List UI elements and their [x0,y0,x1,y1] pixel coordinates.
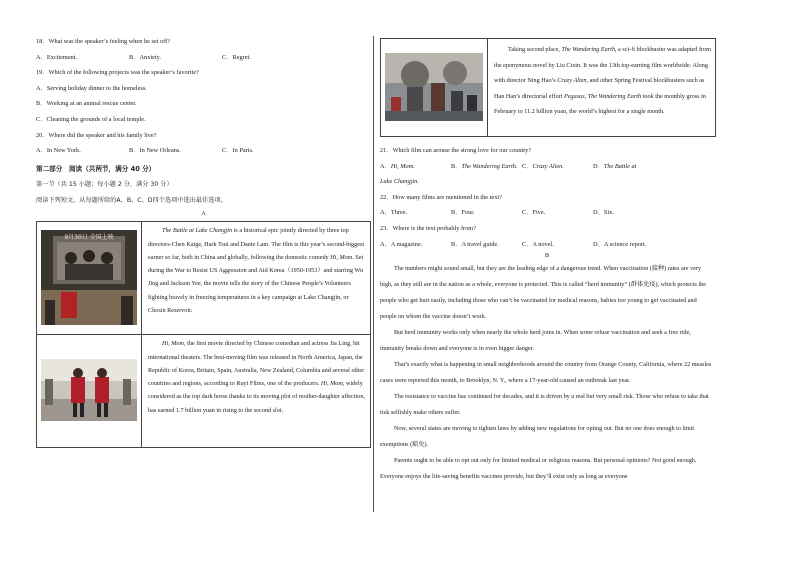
question-20: 20．Where did the speaker and his family live? [36,131,157,139]
passage-b-paragraph: That’s exactly what is happening in small neighborhoods around the country from Orange County, California, where 22 measles cases were reported this month, to Brooklyn, N. Y., where a 17-year-old caused an outbreak last year. [380,360,712,384]
option-a[interactable]: A．Excitement. [36,53,78,61]
film-title: Hi, Mom [162,340,184,348]
passage-label: B [544,251,550,259]
option-c[interactable]: C．Regret. [222,53,251,61]
film-title: The Wandering Earth [587,92,642,100]
film-2-paragraph: Hi, Mom, the first movie directed by Chinese comedian and actress Jia Ling, hit international theaters. The best-moving film was released in North America, Japan, the Republic of Korea, Britain, Spain, Australia, New Zealand, Columbia and several other countries and regions, according to Ruyi Films, one of the producers. Hi, Mom, widely considered as the top dark horse thanks to its moving plot of mother-daughter affection, has earned 1.7 billion yuan in rising to the second slot. [148,340,365,414]
film-table [36,221,371,448]
question-19-option-c[interactable]: C．Cleaning the grounds of a local temple. [36,115,146,123]
movie-still-image [41,359,137,421]
option-b[interactable]: B．The Wandering Earth. [451,162,518,170]
passage-b [380,261,714,485]
film-title: Hi, Mom [320,380,343,388]
film-title: Pegasus [563,92,585,100]
option-d[interactable]: D．The Battle at [593,162,637,170]
film-2-text-cell [142,335,371,448]
option-b[interactable]: B．In New Orleans. [129,147,181,155]
question-19-option-b[interactable]: B．Working at an animal rescue center. [36,100,137,108]
passage-b-paragraph: The resistance to vaccine has continued for decades, and it is driven by a real but very small risk. Those who refuse to take that risk selfishly make others suffer. [380,392,709,416]
option-b[interactable]: B．Anxiety. [129,53,161,61]
passage-b-paragraph: But herd immunity works only when nearly the whole herd joins in. When some refuse vaccination and seek a free ride, immunity breaks down and everyone is in even bigger danger. [380,328,691,352]
film-title: Hi, Mom [330,253,353,261]
movie-poster-image [41,230,137,325]
option-c[interactable]: C．In Paris. [222,147,254,155]
passage-b-paragraph: Parents ought to be able to opt out only for limited medical or religious reasons. But personal opinions? Not good enough. Everyone enjoys the life-saving benefits vaccines provide, but they’ll exist only as long as everyone [380,456,697,480]
still-cell [37,335,142,448]
option-c[interactable]: C．Crazy Alien. [522,162,564,170]
film-3-text-cell [488,39,715,136]
option-c[interactable]: C．A novel. [522,240,554,248]
option-b[interactable]: B．Four. [451,209,475,217]
wandering-earth-image [385,53,483,121]
poster-cell [37,222,142,335]
film-title: The Battle at Lake Changjin [162,227,233,235]
film-1-text-cell [142,222,371,335]
option-a[interactable]: A．Three. [380,209,408,217]
part-title: 第一节（共 15 小题；每小题 2 分，满分 30 分） [36,181,173,189]
film-title: The Wandering Earth [561,46,615,53]
poster-text: 9月30日 全国上映 [64,234,114,242]
film-title: Crazy Alien [557,77,587,85]
question-22-options [380,209,714,217]
film-3-box [380,38,716,137]
passage-label: A [201,210,206,218]
option-a[interactable]: A．In New York. [36,147,81,155]
film-3-image-cell [381,39,488,136]
film-1-paragraph: The Battle at Lake Changjin is a historical epic jointly directed by three top directors-Chen Kaige, Hark Tsui and Dante Lam. The film is this year’s second-biggest earner so far, both in China and globally, following the domestic comedy Hi, Mom. Set during the War to Resist US Aggression and Aid Korea（1950-1953）and starring Wu Jing and Jackson Yee, the movie tells the story of the Chinese People’s Volunteers fighting bravely in freezing temperatures in a key campaign at Lake Changjin, or Chosin Reservoir. [148,227,365,315]
option-d[interactable]: D．Six. [593,209,614,217]
question-18: 18．What was the speaker’s feeling when he set off? [36,38,171,45]
question-19-option-a[interactable]: A．Serving holiday dinner to the homeless. [36,84,147,92]
section-title: 第二部分 阅读（共两节，满分 40 分） [36,164,156,173]
option-a[interactable]: A．A magazine. [380,240,423,248]
column-divider [373,36,374,512]
question-20-options [36,147,371,155]
option-a[interactable]: A．Hi, Mom. [380,162,415,170]
left-column [36,38,371,448]
option-d[interactable]: D．A science report. [593,240,647,248]
option-b[interactable]: B．A travel guide. [451,240,499,248]
question-19: 19．Which of the following projects was the speaker’s favorite? [36,69,199,77]
question-23: 23．Where is the text probably from? [380,224,476,232]
question-23-options [380,241,714,249]
question-18-options [36,54,371,62]
question-22: 22．How many films are mentioned in the text? [380,193,502,201]
film-3-paragraph: Taking second place, The Wandering Earth, a sci-fi blockbuster was adapted from the eponymous novel by Liu Cixin. It was the 13th top-earning film worldwide. Along with director Ning Hao’s Crazy Alien, and other Spring Festival blockbusters such as Han Han’s directorial effort Pegasus, The Wandering Earth took the monthly gross in February to 11.2 billion yuan, the world’s highest for a single month. [494,46,711,116]
option-c[interactable]: C．Five. [522,209,546,217]
instruction: 阅读下列短文，从每题所给的A、B、C、D四个选项中选出最佳选项。 [36,196,227,204]
passage-b-paragraph: Now, several states are moving to tighten laws by adding new regulations for opting out. But no one does enough to limit exemptions (豁免). [380,424,695,448]
passage-b-paragraph: The numbers might sound small, but they are the leading edge of a dangerous trend. When vaccination (接种) rates are very high, as they still are in the nation as a whole, everyone is protected. This is called “herd immunity” (群体免疫), which protects the people who get hurt easily, including those who can’t be vaccinated for medical reasons, babies too young to get vaccinated and people on whom the vaccine doesn’t work. [380,264,707,320]
question-21: 21．Which film can arouse the strong love for our country? [380,147,532,154]
question-21-option-d-cont: Lake Changjin. [380,178,419,186]
right-column [380,38,714,485]
question-21-options [380,163,714,171]
